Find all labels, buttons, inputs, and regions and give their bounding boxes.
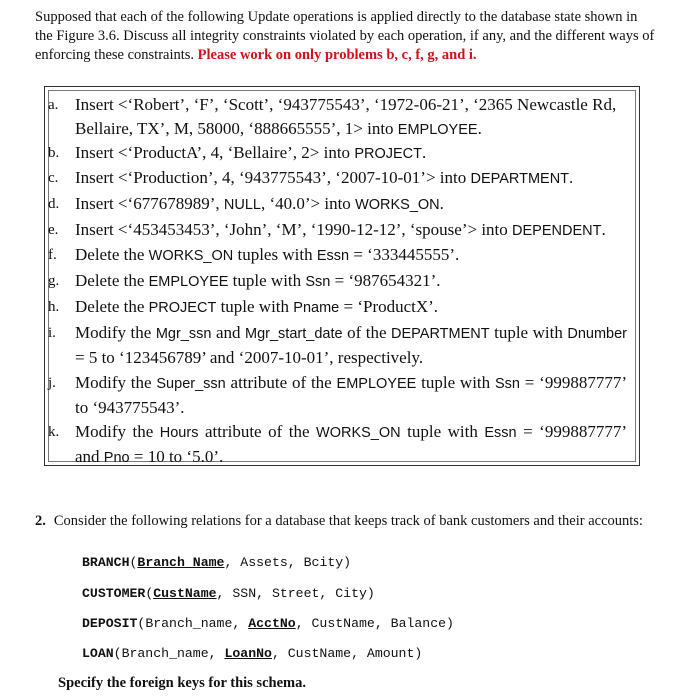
problem-letter: k. (48, 424, 60, 440)
schema-term: WORKS_ON (148, 248, 234, 264)
text-run: . (601, 220, 606, 239)
question-2-prompt (35, 511, 665, 531)
text-run: = ‘999887777’ to ‘943775543’. (75, 373, 627, 417)
schema-term: Ssn (494, 376, 520, 392)
problem-k (48, 420, 627, 470)
schema-term: DEPENDENT (512, 223, 602, 239)
text-run: = ‘987654321’. (330, 271, 441, 290)
schema-term: EMPLOYEE (336, 376, 417, 392)
schema-term: PROJECT (354, 146, 422, 162)
text-run: = ‘333445555’. (349, 245, 460, 264)
text-run: . (439, 194, 444, 213)
problem-text (48, 420, 627, 470)
schema-term: Ssn (305, 274, 331, 290)
relation-attrs: ( (145, 586, 154, 601)
text-run: Modify the (75, 422, 160, 441)
problem-letter: e. (48, 222, 59, 238)
schema-term: Hours (159, 425, 199, 441)
problem-letter: c. (48, 170, 59, 186)
problem-text (48, 371, 627, 420)
schema-term: DEPARTMENT (470, 171, 570, 187)
text-run: tuples with (233, 245, 317, 264)
text-run: . (477, 119, 482, 138)
problem-b (48, 141, 627, 166)
text-run: Insert <‘Robert’, ‘F’, ‘Scott’, ‘943775543’, ‘1972-06-21’, ‘2365 Newcastle Rd, Bellaire, TX’, M, 58000, ‘888665555’, 1> into (75, 95, 617, 138)
problem-letter: f. (48, 247, 57, 263)
problem-i (48, 321, 627, 370)
relation-name: DEPOSIT (82, 616, 138, 631)
text-run: tuple with (489, 323, 568, 342)
relation-deposit (82, 614, 454, 634)
relation-name: BRANCH (82, 555, 130, 570)
relation-customer (82, 584, 375, 604)
problem-h (48, 295, 627, 320)
text-run: attribute of the (198, 422, 317, 441)
primary-key: LoanNo (224, 646, 272, 661)
problem-d (48, 192, 627, 217)
text-run: = ‘999887777’ and (75, 422, 627, 466)
problem-text (48, 166, 627, 191)
relation-branch (82, 553, 351, 573)
schema-term: Mgr_ssn (155, 326, 212, 342)
text-run: . (569, 168, 574, 187)
relation-attrs: ( (129, 555, 138, 570)
text-run: Insert <‘ProductA’, 4, ‘Bellaire’, 2> into (75, 143, 355, 162)
text-run: Insert <‘453453453’, ‘John’, ‘M’, ‘1990-12-12’, ‘spouse’> into (75, 220, 513, 239)
problem-text (48, 218, 627, 243)
text-run: Modify the (75, 323, 156, 342)
problem-text (48, 243, 627, 268)
text-run: = 10 to ‘5.0’. (129, 447, 224, 466)
problem-text (48, 93, 627, 142)
problem-letter: b. (48, 145, 60, 161)
text-run: = ‘ProductX’. (339, 297, 439, 316)
text-run: Delete the (75, 245, 149, 264)
schema-term: PROJECT (148, 300, 217, 316)
question-2-task: Specify the foreign keys for this schema. (58, 675, 306, 691)
question-number: 2. (35, 513, 46, 529)
text-run: = 5 to ‘123456789’ and ‘2007-10-01’, respectively. (75, 348, 424, 367)
text-run: , ‘40.0’> into (260, 194, 356, 213)
question-1-instructions (35, 8, 655, 65)
schema-term: Mgr_start_date (245, 326, 343, 342)
primary-key: Branch Name (137, 555, 225, 570)
text-run: Modify the (75, 373, 157, 392)
schema-term: WORKS_ON (355, 197, 440, 213)
problem-c (48, 166, 627, 191)
schema-term: Pno (103, 450, 130, 466)
text-run: of the (342, 323, 392, 342)
relation-name: LOAN (82, 646, 114, 661)
relation-attrs: , Assets, Bcity) (224, 555, 352, 570)
relation-loan (82, 644, 422, 664)
text-run: and (211, 323, 246, 342)
text-run: . (421, 143, 427, 162)
relation-name: CUSTOMER (82, 586, 146, 601)
text-run: tuple with (400, 422, 485, 441)
text-run: attribute of the (225, 373, 337, 392)
problem-letter: a. (48, 97, 59, 113)
problem-g (48, 269, 627, 294)
schema-term: Dnumber (567, 326, 628, 342)
relation-attrs: , CustName, Balance) (295, 616, 454, 631)
instructions-highlight: Please work on only problems b, c, f, g, and i. (197, 47, 477, 63)
problem-letter: i. (48, 325, 56, 341)
schema-term: NULL (223, 197, 261, 213)
problem-text (48, 192, 627, 217)
schema-term: EMPLOYEE (148, 274, 229, 290)
problem-letter: d. (48, 196, 60, 212)
text-run: Delete the (75, 297, 149, 316)
problems-box (44, 86, 640, 466)
primary-key: CustName (153, 586, 217, 601)
schema-term: EMPLOYEE (397, 122, 478, 138)
problem-letter: h. (48, 299, 60, 315)
problem-f (48, 243, 627, 268)
problem-letter: j. (48, 375, 56, 391)
schema-term: Essn (316, 248, 350, 264)
problem-j (48, 371, 627, 420)
instructions-text: Supposed that each of the following Update operations is applied directly to the database state shown in the Figure 3.6. Discuss all integrity constraints violated by each operation, if any, and the different ways of enforcing these constraints. (35, 9, 655, 63)
schema-term: Super_ssn (156, 376, 226, 392)
problem-text (48, 321, 627, 370)
relation-attrs: , SSN, Street, City) (216, 586, 375, 601)
problem-letter: g. (48, 273, 60, 289)
schema-term: DEPARTMENT (391, 326, 490, 342)
relation-attrs: (Branch_name, (137, 616, 249, 631)
relation-attrs: , CustName, Amount) (271, 646, 423, 661)
schema-term: Pname (293, 300, 340, 316)
problem-e (48, 218, 627, 243)
primary-key: AcctNo (248, 616, 296, 631)
text-run: Delete the (75, 271, 149, 290)
problem-text (48, 269, 627, 294)
question-2-text: Consider the following relations for a database that keeps track of bank customers and their accounts: (53, 513, 643, 529)
schema-term: WORKS_ON (316, 425, 401, 441)
text-run: Insert <‘677678989’, (75, 194, 224, 213)
problem-text (48, 295, 627, 320)
problem-a (48, 93, 627, 142)
text-run: tuple with (228, 271, 306, 290)
text-run: Insert <‘Production’, 4, ‘943775543’, ‘2007-10-01’> into (75, 168, 471, 187)
schema-term: Essn (484, 425, 517, 441)
problem-text (48, 141, 627, 166)
relation-attrs: (Branch_name, (113, 646, 225, 661)
text-run: tuple with (216, 297, 294, 316)
text-run: tuple with (416, 373, 495, 392)
